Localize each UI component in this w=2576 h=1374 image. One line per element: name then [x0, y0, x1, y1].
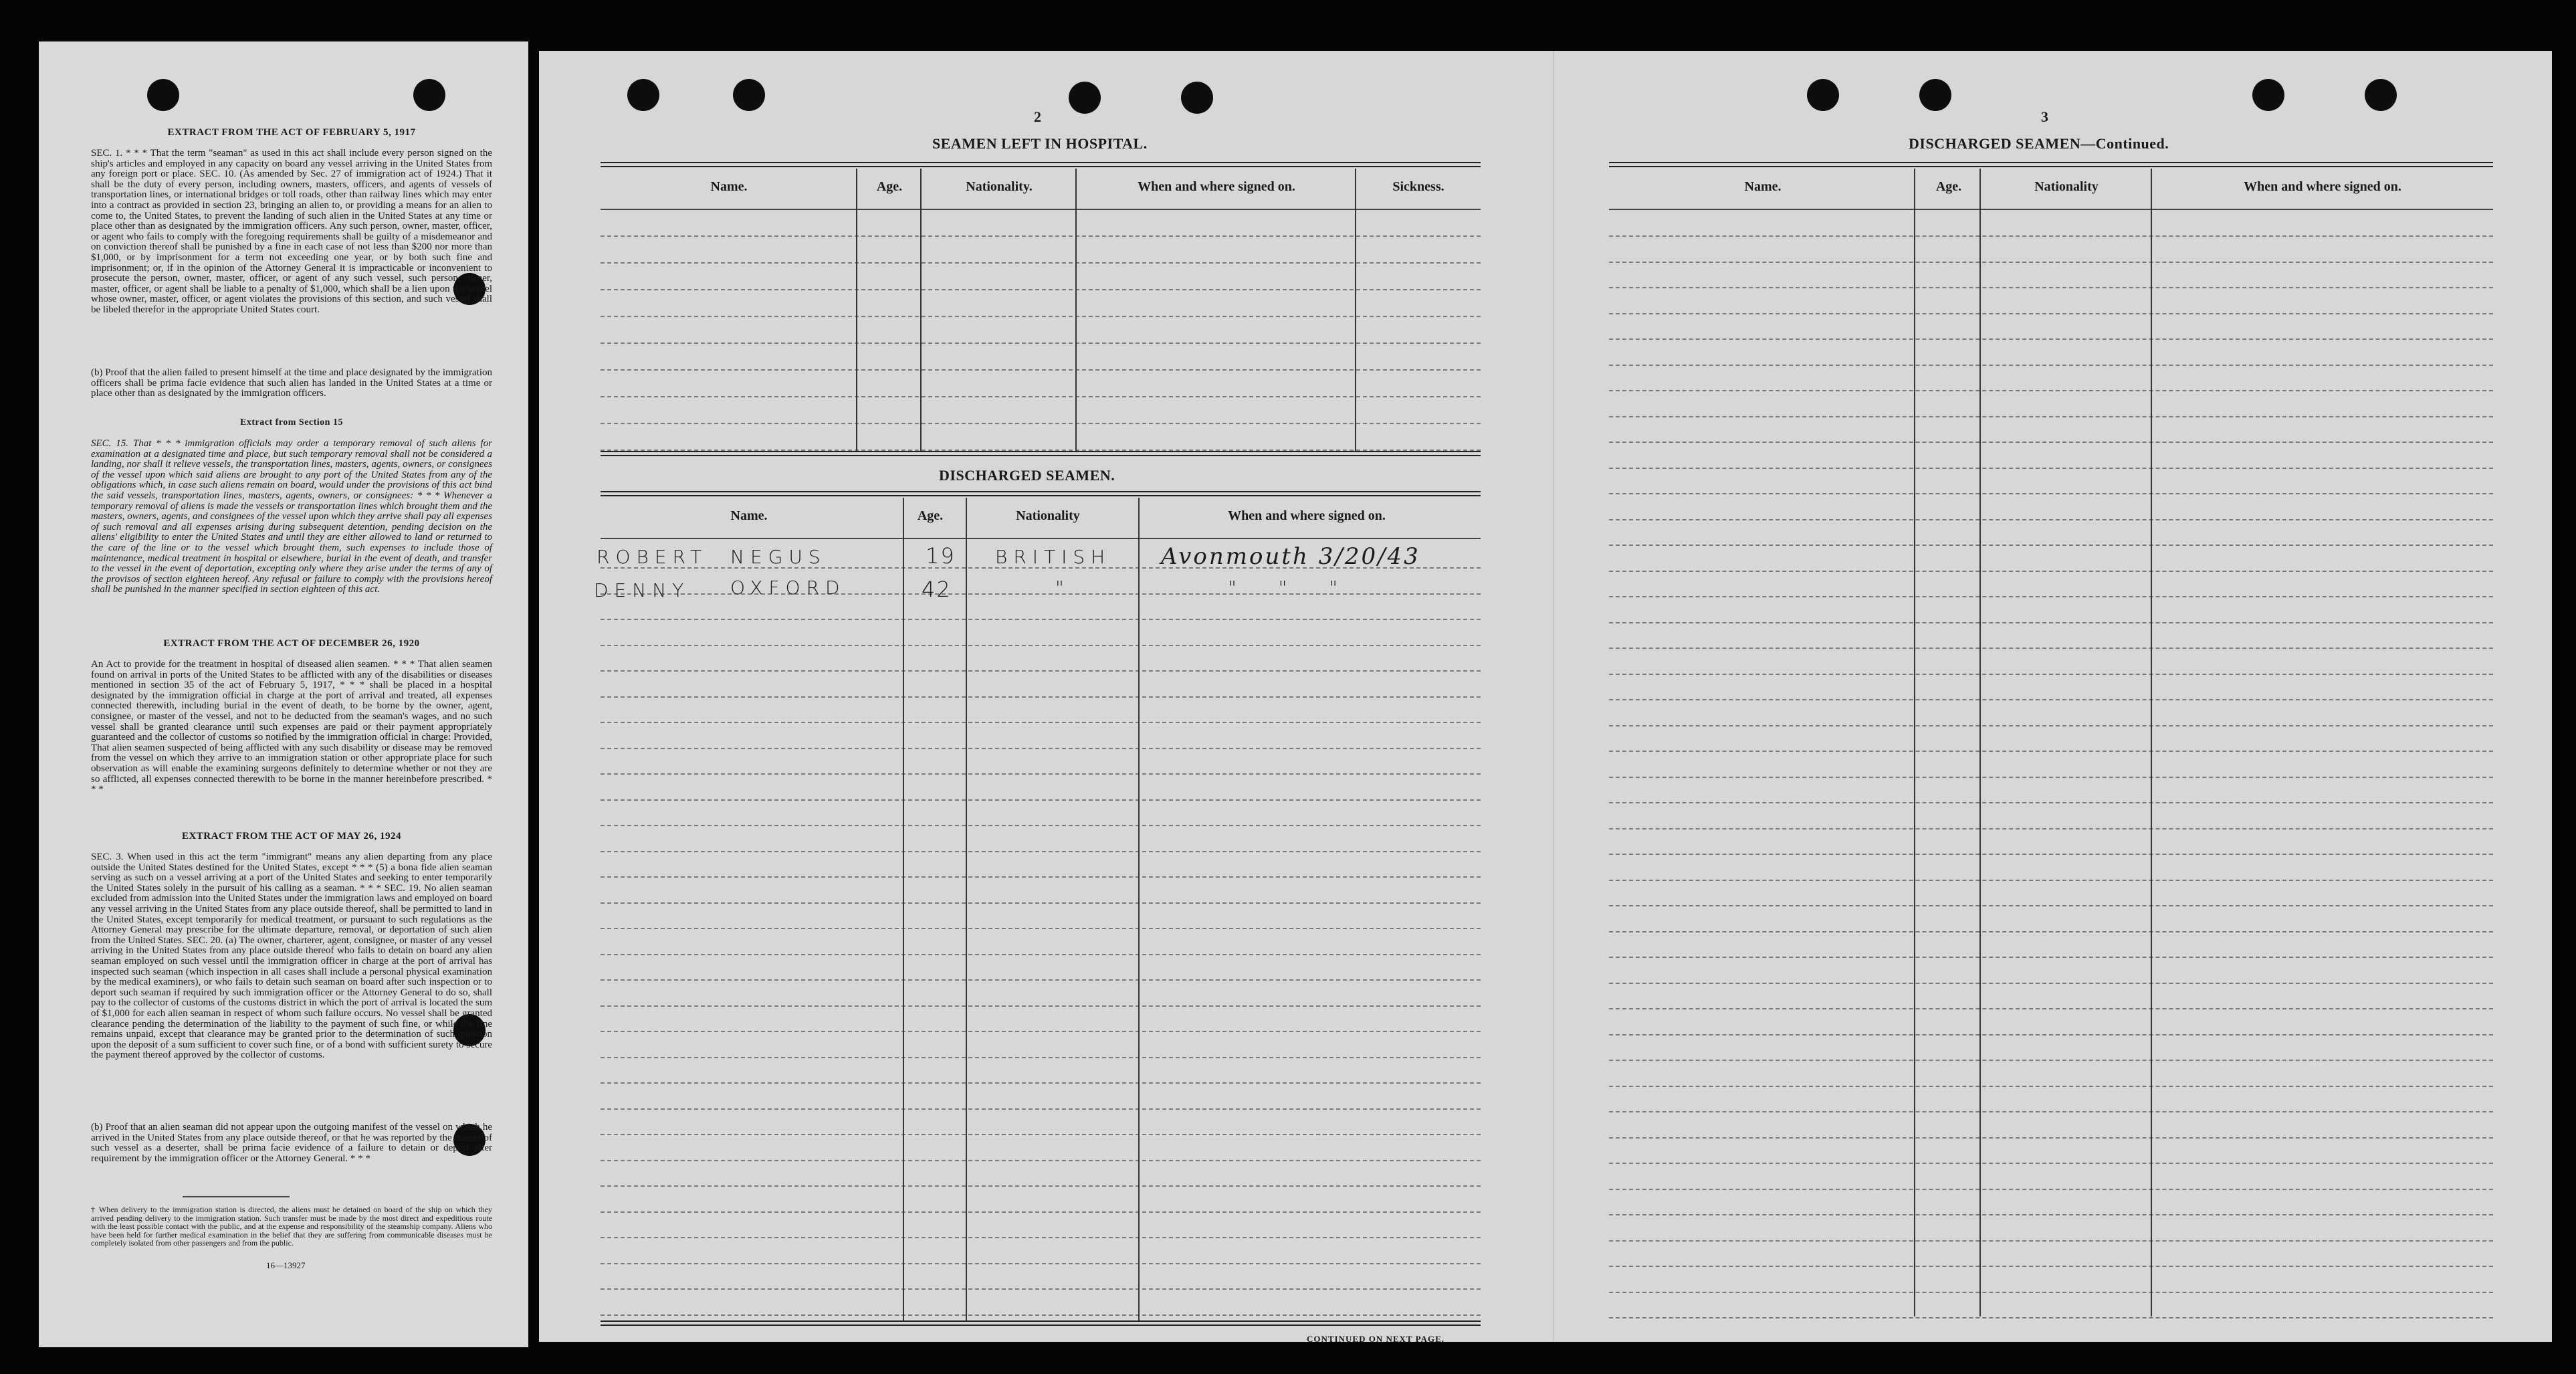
ruled-line	[1609, 648, 2493, 649]
ruled-line	[601, 1237, 1481, 1238]
hospital-col-divider	[1355, 169, 1356, 451]
seaman-signed-on: Avonmouth 3/20/43	[1161, 543, 1420, 570]
ruled-line	[601, 1134, 1481, 1135]
page-number: 3	[2041, 108, 2048, 125]
hospital-header-rule	[601, 209, 1481, 210]
continued-col-divider	[1914, 169, 1915, 1316]
ruled-line	[1609, 674, 2493, 675]
page-number: 2	[1034, 108, 1041, 125]
section-divider-rule	[601, 451, 1481, 456]
seaman-nationality: BRITISH	[995, 546, 1111, 568]
table-bottom-rule	[601, 1320, 1481, 1326]
ruled-line	[601, 748, 1481, 749]
discharged-col-age: Age.	[917, 508, 944, 523]
hospital-col-divider	[920, 169, 922, 451]
hospital-section-title: SEAMEN LEFT IN HOSPITAL.	[932, 135, 1148, 152]
continued-col-name: Name.	[1744, 179, 1782, 194]
ruled-line	[601, 1263, 1481, 1264]
ruled-line	[1609, 571, 2493, 572]
page-fold	[1553, 51, 1554, 1342]
hospital-col-divider	[856, 169, 857, 451]
discharged-col-divider	[966, 498, 967, 1320]
discharged-col-signed-on: When and where signed on.	[1228, 508, 1386, 523]
ruled-line	[601, 902, 1481, 904]
ruled-line	[601, 1314, 1481, 1316]
ruled-line	[601, 1211, 1481, 1213]
ruled-line	[601, 670, 1481, 672]
hospital-col-age: Age.	[876, 179, 903, 194]
ruled-line	[1609, 1214, 2493, 1215]
ruled-line	[1609, 1086, 2493, 1087]
ruled-line	[601, 1185, 1481, 1187]
punch-hole	[733, 79, 765, 111]
discharged-col-divider	[1138, 498, 1140, 1320]
seaman-last-name: NEGUS	[730, 546, 827, 568]
ruled-line	[1609, 828, 2493, 829]
regulations-page	[39, 41, 528, 1347]
ruled-line	[601, 773, 1481, 775]
discharged-col-nationality: Nationality	[1016, 508, 1080, 523]
ruled-line	[1609, 751, 2493, 752]
continued-col-divider	[2151, 169, 2152, 1316]
ruled-line	[1609, 622, 2493, 623]
ruled-line	[601, 619, 1481, 620]
ruled-line	[601, 1288, 1481, 1290]
heading-act-1924: EXTRACT FROM THE ACT OF MAY 26, 1924	[181, 831, 402, 842]
ruled-line	[1609, 1163, 2493, 1164]
ruled-line	[1609, 880, 2493, 881]
ruled-line	[601, 396, 1481, 397]
heading-act-1920: EXTRACT FROM THE ACT OF DECEMBER 26, 1920	[163, 638, 420, 649]
ruled-line	[601, 1057, 1481, 1058]
ruled-line	[1609, 338, 2493, 340]
ruled-line	[1609, 725, 2493, 726]
text-section-15: SEC. 15. That * * * immigration officials may order a temporary removal of such aliens for examination at a designated time and place, but such temporary removal shall not be considered a landing, nor shall it relieve vessels, the transportation lines, masters, agents, owners, or consignees of the vessel upon which said aliens are brought to any port of the United States from any of the obligations which, in case such aliens remain on board, would under the provisions of this act bind the said vessels, transportation lines, masters, agents, owners, or consignees: * * * Whenever a temporary removal of aliens is made the vessels or transportation lines which brought them and the masters, owners, agents, and consignees of the vessel upon which they arrive shall pay all expenses of such removal and all expenses arising during subsequent detention, pending decision on the aliens' eligibility to enter the United States and until they are either allowed to land or returned to the care of the line or to the vessel which brought them, such expenses to include those of maintenance, medical treatment in hospital or elsewhere, burial in the event of death, and transfer to the vessel in the event of deportation, excepting only where they arise under the terms of any of the provisos of section eighteen hereof. Any refusal or failure to comply with the provisions hereof shall be punished in the manner specified in section eighteen of this act.	[91, 438, 492, 595]
discharged-section-title: DISCHARGED SEAMEN.	[939, 467, 1115, 484]
ruled-line	[1609, 493, 2493, 494]
ruled-line	[601, 954, 1481, 955]
discharged-col-name: Name.	[730, 508, 768, 523]
ruled-line	[1609, 596, 2493, 597]
ruled-line	[1609, 1266, 2493, 1267]
ruled-line	[601, 262, 1481, 264]
ruled-line	[1609, 416, 2493, 417]
ruled-line	[601, 1005, 1481, 1007]
hospital-col-sickness: Sickness.	[1392, 179, 1444, 194]
ruled-line	[601, 851, 1481, 852]
ruled-line	[601, 696, 1481, 698]
ruled-line	[1609, 905, 2493, 906]
punch-hole	[147, 79, 179, 111]
ruled-line	[1609, 441, 2493, 443]
ruled-line	[1609, 1111, 2493, 1112]
ruled-line	[601, 825, 1481, 826]
seaman-first-name: ROBERT	[597, 546, 708, 568]
table-top-rule	[1609, 162, 2493, 167]
hospital-col-nationality: Nationality.	[966, 179, 1033, 194]
ruled-line	[1609, 468, 2493, 469]
continued-col-divider	[1979, 169, 1981, 1316]
hospital-col-divider	[1075, 169, 1077, 451]
seaman-age: 19	[926, 543, 956, 569]
punch-hole	[2252, 79, 2284, 111]
ruled-line	[601, 928, 1481, 929]
text-act-1920: An Act to provide for the treatment in hospital of diseased alien seamen. * * * That alien seamen found on arrival in ports of the United States to be afflicted with any of the disabilities or diseases mentioned in section 35 of the act of February 5, 1917, * * * shall be placed in a hospital designated by the immigration official in charge at the port of arrival and treated, all expenses connected therewith, including burial in the event of death, to be borne by the owner, agent, consignee, or master of the vessel, and not to be deducted from the seaman's wages, and no such vessel shall be granted clearance until such expenses are paid or their payment appropriately guaranteed and the collector of customs so notified by the immigration official in charge: Provided, That alien seamen suspected of being afflicted with any such disability or disease may be removed from the vessel on which they arrive to an immigration station or other appropriate place for such observation as will enable the examining surgeons definitely to determine whether or not they are so afflicted, all expenses connected therewith to be borne in the manner hereinbefore prescribed. * * *	[91, 659, 492, 795]
continued-col-age: Age.	[1935, 179, 1962, 194]
seaman-age: 42	[922, 577, 952, 602]
seaman-first-name: DENNY	[594, 579, 690, 601]
seamen-form-spread	[539, 51, 2552, 1342]
text-act-1917-proof: (b) Proof that the alien failed to present himself at the time and place designated by the immigration officers shall be prima facie evidence that such alien has landed in the United States at a time or place other than as designated by the immigration officers.	[91, 367, 492, 399]
footnote-divider	[183, 1196, 290, 1197]
form-number: 16—13927	[266, 1260, 306, 1270]
ruled-line	[1609, 957, 2493, 958]
ruled-line	[1609, 1292, 2493, 1293]
ruled-line	[1609, 1137, 2493, 1139]
punch-hole	[627, 79, 659, 111]
discharged-top-rule	[601, 491, 1481, 496]
heading-act-1917: EXTRACT FROM THE ACT OF FEBRUARY 5, 1917	[167, 127, 416, 138]
punch-hole	[1919, 79, 1951, 111]
ruled-line	[1609, 313, 2493, 314]
ruled-line	[1609, 1317, 2493, 1318]
footnote-text: † When delivery to the immigration station is directed, the aliens must be detained on board of the ship on which they arrived pending delivery to the immigration station. Such transfer must be made by the most direct and expeditious route with the least possible contact with the public, and at the expense and responsibility of the steamship company. Aliens who have been held for further medical examination in the belief that they are suffering from communicable diseases must be completely isolated from other passengers and from the public.	[91, 1205, 492, 1248]
ruled-line	[601, 423, 1481, 424]
ruled-line	[1609, 390, 2493, 391]
punch-hole	[1069, 82, 1101, 114]
hospital-col-signed-on: When and where signed on.	[1138, 179, 1295, 194]
hospital-col-name: Name.	[710, 179, 748, 194]
ruled-line	[1609, 777, 2493, 778]
ruled-line	[601, 876, 1481, 878]
ruled-line	[1609, 699, 2493, 700]
text-act-1924-sec19-20: SEC. 3. When used in this act the term "immigrant" means any alien departing from any place outside the United States destined for the United States, except * * * (5) a bona fide alien seaman serving as such on a vessel arriving at a port of the United States and seeking to enter temporarily the United States solely in the pursuit of his calling as a seaman. * * * SEC. 19. No alien seaman excluded from admission into the United States under the immigration laws and employed on board any vessel arriving in the United States from any place outside thereof, shall be permitted to land in the United States, except temporarily for medical treatment, or pursuant to such regulations as the Attorney General may prescribe for the ultimate departure, removal, or deportation of such alien from the United States. SEC. 20. (a) The owner, charterer, agent, consignee, or master of any vessel arriving in the United States from any place outside thereof who fails to detain on board any alien seaman employed on such vessel until the immigration officer in charge at the port of arrival has inspected such seaman (which inspection in all cases shall include a personal physical examination by the medical examiners), or who fails to detain such seaman on board after such inspection or to deport such seaman if required by such immigration officer or the Attorney General to do so, shall pay to the collector of customs of the customs district in which the port of arrival is located the sum of $1,000 for each alien seaman in respect of whom such failure occurs. No vessel shall be granted clearance pending the determination of the liability to the payment of such fine, or while the fine remains unpaid, except that clearance may be granted prior to the determination of such question upon the deposit of a sum sufficient to cover such fine, or of a bond with sufficient surety to secure the payment thereof approved by the collector of customs.	[91, 852, 492, 1061]
punch-hole	[1807, 79, 1839, 111]
ruled-line	[1609, 1240, 2493, 1242]
ruled-line	[1609, 519, 2493, 520]
discharged-col-divider	[903, 498, 904, 1320]
continued-header-rule	[1609, 209, 2493, 210]
continued-col-nationality: Nationality	[2034, 179, 2099, 194]
ruled-line	[601, 979, 1481, 981]
ruled-line	[1609, 287, 2493, 288]
ruled-line	[1609, 1008, 2493, 1009]
continued-col-signed-on: When and where signed on.	[2244, 179, 2401, 194]
seaman-nationality: "	[1055, 577, 1070, 599]
ruled-line	[601, 645, 1481, 646]
ruled-line	[601, 799, 1481, 801]
continued-note: CONTINUED ON NEXT PAGE.	[1307, 1334, 1444, 1342]
punch-hole	[2365, 79, 2397, 111]
ruled-line	[1609, 983, 2493, 984]
ruled-line	[601, 1031, 1481, 1032]
table-top-rule	[601, 162, 1481, 167]
ruled-line	[1609, 1060, 2493, 1061]
ruled-line	[1609, 262, 2493, 263]
ruled-line	[1609, 802, 2493, 803]
seaman-last-name: OXFORD	[730, 577, 846, 599]
punch-hole	[1181, 82, 1213, 114]
ruled-line	[601, 316, 1481, 317]
discharged-header-rule	[601, 538, 1481, 539]
discharged-continued-title: DISCHARGED SEAMEN—Continued.	[1909, 135, 2169, 152]
ruled-line	[1609, 545, 2493, 546]
ruled-line	[601, 369, 1481, 371]
heading-section-15: Extract from Section 15	[240, 417, 343, 427]
ruled-line	[1609, 931, 2493, 933]
ruled-line	[601, 1108, 1481, 1110]
text-act-1917-sec10: SEC. 1. * * * That the term "seaman" as used in this act shall include every person signed on the ship's articles and employed in any capacity on board any vessel arriving in the United States from any foreign port or place. SEC. 10. (As amended by Sec. 27 of immigration act of 1924.) That it shall be the duty of every person, including owners, masters, officers, and agents of vessels of transportation lines, or international bridges or toll roads, other than railway lines which may enter into a contract as provided in section 23, bringing an alien to, or providing a means for an alien to come to, the United States, to prevent the landing of such alien in the United States at any time or place other than as designated by the immigration officers. Any such person, owner, master, officer, or agent who fails to comply with the foregoing requirements shall be guilty of a misdemeanor and on conviction thereof shall be punished by a fine in each case of not less than $200 nor more than $1,000, or by imprisonment for a term not exceeding one year, or by both such fine and imprisonment; or, if in the opinion of the Attorney General it is impracticable or inconvenient to prosecute the person, owner, master, officer, or agent of any such vessel, such person, owner, master, officer, or agent shall be liable to a penalty of $1,000, which shall be a lien upon the vessel whose owner, master, officer, or agent violates the provisions of this section, and such vessel shall be libeled therefor in the appropriate United States court.	[91, 148, 492, 315]
seaman-signed-on: " " "	[1228, 577, 1344, 599]
ruled-line	[1609, 1034, 2493, 1036]
ruled-line	[1609, 235, 2493, 237]
ruled-line	[601, 289, 1481, 290]
ruled-line	[601, 1160, 1481, 1161]
punch-hole	[413, 79, 445, 111]
ruled-line	[1609, 854, 2493, 855]
ruled-line	[1609, 365, 2493, 366]
text-act-1924-proof: (b) Proof that an alien seaman did not appear upon the outgoing manifest of the vessel on which he arrived in the United States from any place outside thereof, or that he was reported by the master of such vessel as a deserter, shall be prima facie evidence of a failure to detain or deport after requirement by the immigration officer or the Attorney General. * * *	[91, 1122, 492, 1164]
ruled-line	[601, 722, 1481, 723]
ruled-line	[1609, 1189, 2493, 1190]
ruled-line	[601, 235, 1481, 237]
ruled-line	[601, 1082, 1481, 1084]
ruled-line	[601, 342, 1481, 344]
